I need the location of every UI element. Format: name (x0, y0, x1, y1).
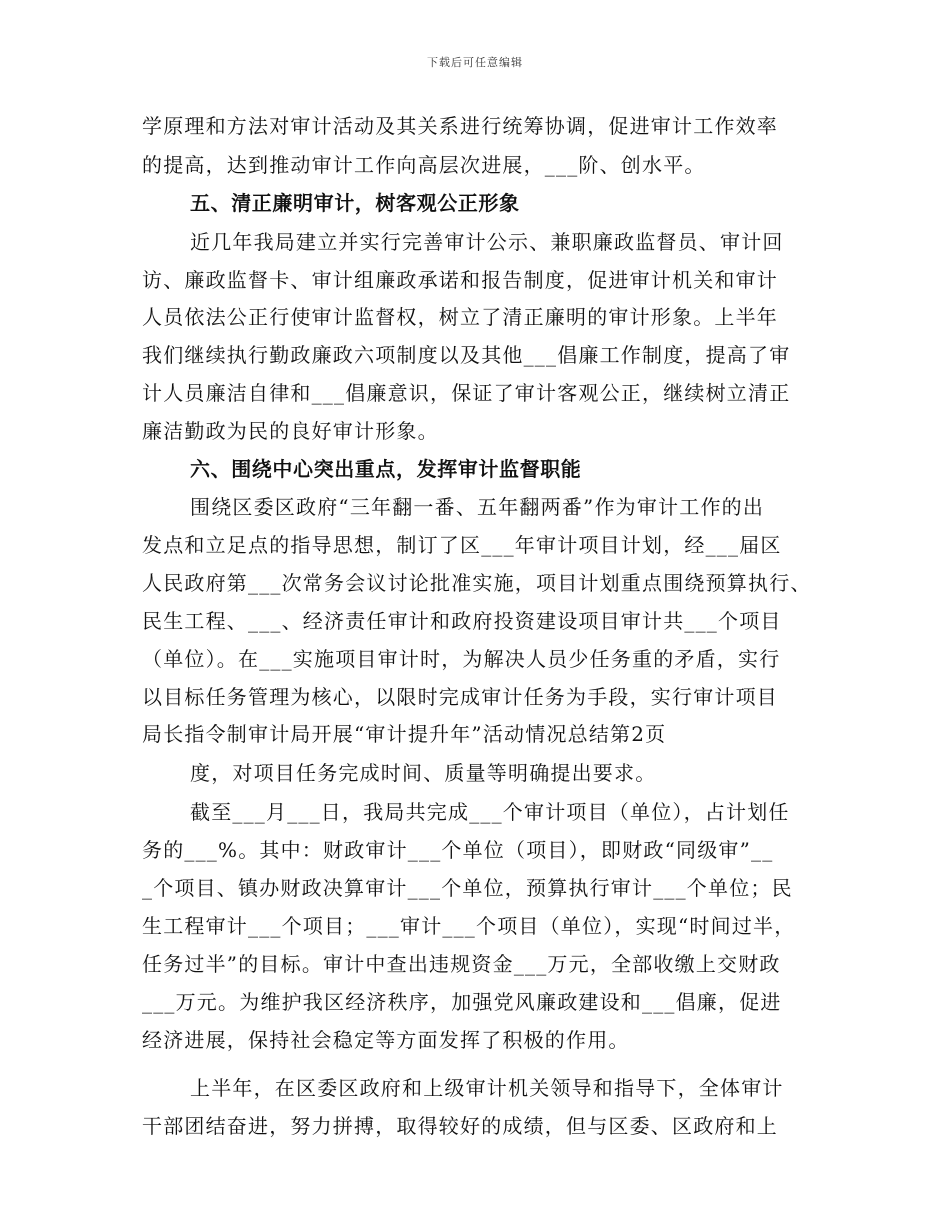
body-line: 度，对项目任务完成时间、质量等明确提出要求。 (190, 761, 657, 785)
paragraph-first-line: 近几年我局建立并实行完善审计公示、兼职廉政监督员、审计回 (190, 230, 784, 254)
body-line: ___万元。为维护我区经济秩序，加强党风廉政建设和___倡廉，促进 (142, 990, 782, 1014)
body-line: 廉洁勤政为民的良好审计形象。 (142, 419, 439, 443)
body-line: 经济进展，保持社会稳定等方面发挥了积极的作用。 (142, 1028, 630, 1052)
paragraph-first-line: 上半年，在区委区政府和上级审计机关领导和指导下，全体审计 (190, 1076, 784, 1100)
body-line: 发点和立足点的指导思想，制订了区___年审计项目计划，经___届区 (142, 533, 782, 557)
body-line: _个项目、镇办财政决算审计___个单位，预算执行审计___个单位；民 (142, 876, 793, 900)
body-line: 人民政府第___次常务会议讨论批准实施，项目计划重点围绕预算执行、 (142, 571, 812, 595)
body-line: 的提高，达到推动审计工作向高层次进展，___阶、创水平。 (142, 153, 706, 177)
body-line: 人员依法公正行使审计监督权，树立了清正廉明的审计形象。上半年 (142, 305, 778, 329)
body-line: 务的___%。其中：财政审计___个单位（项目），即财政“同级审”__ (142, 838, 774, 862)
body-line: 生工程审计___个项目；___审计___个项目（单位），实现“时间过半， (142, 914, 796, 938)
body-line: 计人员廉洁自律和___倡廉意识，保证了审计客观公正，继续树立清正 (142, 381, 791, 405)
body-line: 访、廉政监督卡、审计组廉政承诺和报告制度，促进审计机关和审计 (142, 268, 778, 292)
body-line: 民生工程、___、经济责任审计和政府投资建设项目审计共___个项目 (142, 609, 782, 633)
section-heading-six: 六、围绕中心突出重点，发挥审计监督职能 (190, 457, 582, 481)
body-line: 干部团结奋进，努力拼搏，取得较好的成绩，但与区委、区政府和上 (142, 1114, 778, 1138)
page-footer-line: 局长指令制审计局开展“审计提升年”活动情况总结第2页 (142, 722, 667, 746)
body-line: 我们继续执行勤政廉政六项制度以及其他___倡廉工作制度，提高了审 (142, 343, 791, 367)
page-header: 下载后可任意编辑 (427, 56, 523, 69)
body-line: 任务过半”的目标。审计中查出违规资金___万元，全部收缴上交财政 (142, 952, 781, 976)
paragraph-first-line: 截至___月___日，我局共完成___个审计项目（单位），占计划任 (190, 800, 790, 824)
section-heading-five: 五、清正廉明审计，树客观公正形象 (190, 191, 520, 215)
body-line: 以目标任务管理为核心，以限时完成审计任务为手段，实行审计项目 (142, 685, 778, 709)
body-line: （单位）。在___实施项目审计时，为解决人员少任务重的矛盾，实行 (142, 647, 781, 671)
body-line: 学原理和方法对审计活动及其关系进行统筹协调，促进审计工作效率 (142, 114, 778, 138)
paragraph-first-line: 围绕区委区政府“三年翻一番、五年翻两番”作为审计工作的出 (190, 495, 765, 519)
